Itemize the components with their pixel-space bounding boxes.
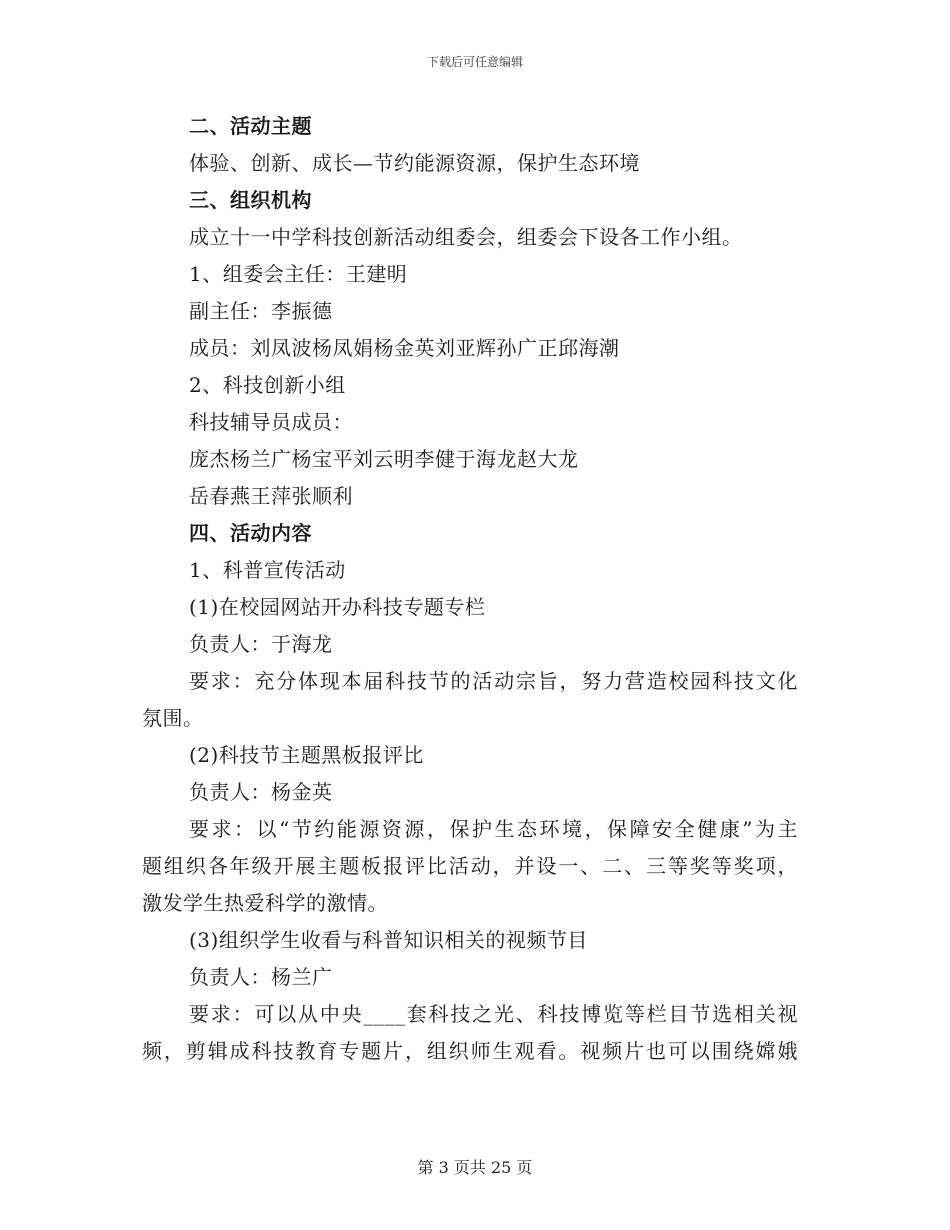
page-header-note: 下载后可任意编辑 — [426, 55, 523, 69]
paragraph-line: (1)在校园网站开办科技专题专栏 — [189, 595, 486, 619]
paragraph-line: 要求：以“节约能源资源，保护生态环境，保障安全健康”为主 — [189, 817, 798, 841]
paragraph-line: 体验、创新、成长—节约能源资源，保护生态环境 — [189, 151, 640, 175]
paragraph-line: 1、组委会主任：王建明 — [189, 262, 408, 286]
paragraph-line: 题组织各年级开展主题板报评比活动，并设一、二、三等奖等奖项， — [142, 854, 798, 878]
paragraph-line: (2)科技节主题黑板报评比 — [189, 743, 424, 767]
paragraph-line: 负责人：杨金英 — [189, 780, 333, 804]
paragraph-line: 庞杰杨兰广杨宝平刘云明李健于海龙赵大龙 — [189, 447, 579, 471]
section-heading-organization: 三、组织机构 — [189, 188, 312, 212]
section-heading-content: 四、活动内容 — [189, 521, 312, 545]
paragraph-line: 副主任：李振德 — [189, 299, 333, 323]
paragraph-line: 要求：可以从中央____套科技之光、科技博览等栏目节选相关视 — [189, 1002, 798, 1026]
document-body — [142, 108, 798, 1070]
paragraph-line: 负责人：杨兰广 — [189, 965, 333, 989]
paragraph-line: 2、科技创新小组 — [189, 373, 346, 397]
paragraph-line: 1、科普宣传活动 — [189, 558, 346, 582]
paragraph-line: 岳春燕王萍张顺利 — [189, 484, 353, 508]
paragraph-line: 频，剪辑成科技教育专题片，组织师生观看。视频片也可以围绕嫦娥 — [142, 1039, 798, 1063]
paragraph-line: (3)组织学生收看与科普知识相关的视频节目 — [189, 928, 588, 952]
paragraph-line: 成员：刘凤波杨凤娟杨金英刘亚辉孙广正邱海潮 — [189, 336, 620, 360]
paragraph-line: 激发学生热爱科学的激情。 — [142, 891, 388, 915]
paragraph-line: 要求：充分体现本届科技节的活动宗旨，努力营造校园科技文化 — [189, 669, 798, 693]
section-heading-theme: 二、活动主题 — [189, 114, 312, 138]
paragraph-line: 负责人：于海龙 — [189, 632, 333, 656]
paragraph-line: 氛围。 — [142, 706, 204, 730]
paragraph-line: 成立十一中学科技创新活动组委会，组委会下设各工作小组。 — [189, 225, 743, 249]
paragraph-line: 科技辅导员成员： — [189, 410, 353, 434]
page-number: 第 3 页共 25 页 — [417, 1158, 533, 1177]
